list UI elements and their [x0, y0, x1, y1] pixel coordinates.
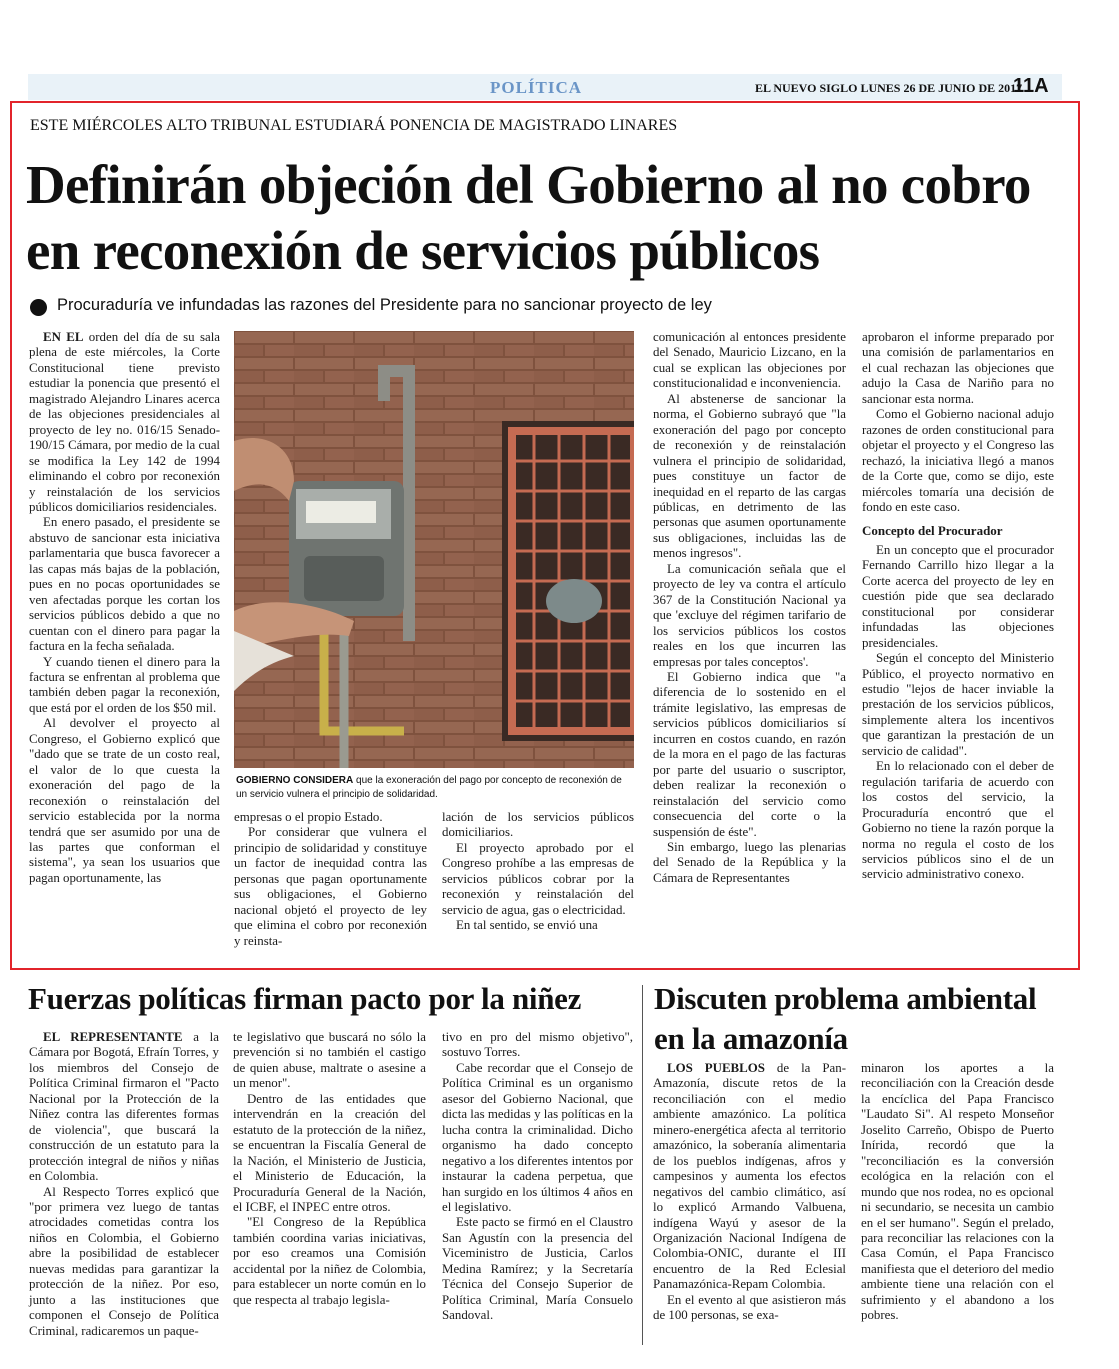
paragraph: empresas o el propio Estado.: [234, 810, 383, 824]
lead-in: EL REPRESENTANTE: [43, 1030, 183, 1044]
paragraph: "El Congreso de la República también coordina varias iniciativas, por eso creamos una Comisión accidental por la niñez de Colombia, para establecer un norte común en lo que respecta al trabajo legisla-: [233, 1215, 426, 1307]
article2-col-3: [442, 1030, 633, 1324]
page-number: 11A: [1013, 75, 1049, 97]
caption-text: que la exoneración del pago por concepto de reconexión de un servicio vulnera el principio de solidaridad.: [236, 775, 622, 800]
paragraph: Y cuando tienen el dinero para la factura se enfrentan al problema que también deben pagar la reconexión, que está por el orden de los $50 mil.: [29, 654, 220, 715]
bullet-icon: [30, 299, 47, 316]
main-col-1: [29, 330, 220, 886]
column-rule: [642, 985, 643, 1345]
photo-caption: [236, 774, 634, 802]
paragraph: orden del día de su sala plena de este miércoles, la Corte Constitucional tiene previsto estudiar la ponencia que presentó el magistrado Alejandro Linares acerca de las objeciones presidenciales al proyecto de ley no. 016/15 Senado- 190/15 Cámara, por medio de la cual se modifica la Ley 142 de 1994 eliminando el cobro por reconexión y reinstalación de los servicios públicos domiciliarios residenciales.: [29, 330, 221, 514]
paragraph: En el evento al que asistieron más de 100 personas, se exa-: [653, 1292, 846, 1323]
main-col-4: [862, 330, 1054, 883]
paragraph: Por considerar que vulnera el principio de solidaridad y constituye un factor de inequidad contra las personas que pagan oportunamente sus obligaciones, el Gobierno nacional objetó el proyecto de ley que elimina el cobro por reconexión y reinsta-: [234, 825, 427, 948]
section-label: POLÍTICA: [490, 78, 583, 97]
paragraph: Al devolver el proyecto al Congreso, el Gobierno explicó que "dado que se trate de un costo real, el valor de lo que cuesta la exoneración del pago de la reconexión o reinstalación del servicio establecida por la norma tendrá que ser asumido por una de las partes que conforman el sistema", ya sean los usuarios que pagan oportunamente, las: [29, 716, 220, 885]
article2-col-1: [29, 1030, 219, 1339]
paragraph: En tal sentido, se envió una: [456, 918, 598, 933]
paragraph: comunicación al entonces presidente del Senado, Mauricio Lizcano, en la cual se explican las objeciones por constitucionalidad e inconveniencia.: [653, 330, 846, 391]
paragraph: minaron los aportes a la reconciliación con la Creación desde la encíclica del Papa Francisco "Laudato Si". Al respeto Monseñor Joselito Carreño, Obispo de Puerto Inírida, recordó que la "reconciliación es la conversión ecológica en la relación con el mundo que nos rodea, no es opcional ni secundario, se necesita un cambio en el ser humano". Según el prelado, para reconciliar las relaciones con la Casa Común, el Papa Francisco manifiesta que el deterioro del medio ambiente tiene una relación con el sufrimiento y el abandono a los pobres.: [861, 1061, 1054, 1323]
paragraph: En lo relacionado con el deber de regulación tarifaria de acuerdo con los costos del servicio, la Procuraduría encontró que el Gobierno no tiene la razón porque la norma no regula el costo de los servicios públicos sino el de un servicio administrativo conexo.: [862, 759, 1054, 882]
paragraph: te legislativo que buscará no sólo la prevención si no también el castigo de quien abuse, maltrate o asesine a un menor".: [233, 1030, 426, 1091]
paragraph: En enero pasado, el presidente se abstuvo de sancionar esta iniciativa parlamentaria que busca favorecer a las capas más bajas de la población, pues en no pocas oportunidades se ven afectadas porque les cortan los servicios públicos debido a que no cuentan con el dinero para pagar la factura en la fecha señalada.: [29, 515, 220, 654]
paragraph: La comunicación señala que el proyecto de ley va contra el artículo 367 de la Constitución Nacional ya que 'excluye del régimen tarifario de los servicios públicos los costos reales en los que incurren las empresas por tales conceptos'.: [653, 561, 846, 669]
main-col-3: [653, 330, 846, 886]
paragraph: Sin embargo, luego las plenarias del Senado de la República y la Cámara de Representantes: [653, 839, 846, 885]
paragraph: lación de los servicios públicos domiciliarios.: [442, 810, 634, 840]
paragraph: Como el Gobierno nacional adujo razones de orden constitucional para objetar el proyecto y el Congreso las rechazó, la iniciativa llegó a manos de la Corte que, como se dijo, este miércoles tomaría una decisión de fondo en este caso.: [862, 407, 1054, 514]
paragraph: tivo en pro del mismo objetivo", sostuvo Torres.: [442, 1030, 633, 1060]
article3-col-1: [653, 1061, 846, 1324]
kicker: ESTE MIÉRCOLES ALTO TRIBUNAL ESTUDIARÁ PONENCIA DE MAGISTRADO LINARES: [30, 117, 678, 134]
article3-headline: Discuten problema ambiental en la amazonía: [654, 981, 1037, 1056]
main-headline: Definirán objeción del Gobierno al no cobro en reconexión de servicios públicos: [26, 154, 1031, 281]
paragraph: de la Pan-Amazonía, discute retos de la reconciliación con el medio ambiente amazónico. La política minero-energética afecta al territorio amazónico, la soberanía alimentaria de los pueblos indígenas, afros y campesinos y aumenta los efectos negativos del cambio climático, así lo explicó Armando Valbuena, indígena Wayú y asesor de la Organización Nacional Indígena de Colombia-ONIC, durante el III encuentro de la Red Eclesial Panamazónica-Repam Colombia.: [653, 1061, 846, 1292]
lead-in: EN EL: [43, 330, 84, 344]
caption-lead: GOBIERNO CONSIDERA: [236, 775, 354, 786]
section-heading: Concepto del Procurador: [862, 523, 1003, 539]
article2-headline: Fuerzas políticas firman pacto por la niñez: [28, 981, 582, 1016]
paragraph: Según el concepto del Ministerio Público, el proyecto normativo en estudio "lejos de hacer inviable la prestación de los servicios públicos, simplemente altera los incentivos que garantizan la prestación de un servicio de calidad".: [862, 651, 1054, 758]
article3-col-2: [861, 1061, 1054, 1324]
paragraph: Al abstenerse de sancionar la norma, el Gobierno subrayó que "la exoneración del pago por concepto de reconexión y de reinstalación vulnera el principio de solidaridad, pues constituye un factor de inequidad en el reparto de las cargas públicas, en detrimento de las personas que asumen oportunamente sus obligaciones, incluidas las de menos ingresos".: [653, 391, 846, 561]
paragraph: En un concepto que el procurador Fernando Carrillo hizo llegar a la Corte acerca del proyecto de ley en cuestión pide que sea declarado constitucional por considerar infundadas las objeciones presidenciales.: [862, 542, 1054, 650]
article2-col-2: [233, 1030, 426, 1308]
paper-date: EL NUEVO SIGLO LUNES 26 DE JUNIO DE 2017: [755, 81, 1023, 95]
lead-in: LOS PUEBLOS: [667, 1061, 765, 1075]
subheadline: Procuraduría ve infundadas las razones del Presidente para no sancionar proyecto de ley: [57, 296, 712, 314]
main-col-3-bottom: [442, 810, 634, 934]
paragraph: Dentro de las entidades que intervendrán en la creación del estatuto de la protección de la niñez, se encuentran la Fiscalía General de la Nación, el Ministerio de Justicia, el Ministerio de Educación, la Procuraduría General de la Nación, el ICBF, el INPEC entre otros.: [233, 1091, 426, 1214]
paragraph: a la Cámara por Bogotá, Efraín Torres, y los miembros del Consejo de Política Criminal firmaron el "Pacto Nacional por la Protección de la Niñez contra las diferentes formas de violencia", que buscará la construcción de un estatuto para la protección integral de niños y niñas en Colombia.: [29, 1030, 219, 1184]
paragraph: El Gobierno indica que "a diferencia de lo sostenido en el trámite legislativo, las empresas de servicios públicos domiciliarios sí incurren en costos cuando, en razón de la mora en el pago de las facturas por parte del usuario o suscriptor, deben realizar la reconexión o reinstalación del servicio como consecuencia del corte o la suspensión de éste".: [653, 669, 846, 839]
main-col-2: [234, 810, 427, 949]
paragraph: El proyecto aprobado por el Congreso prohíbe a las empresas de servicios públicos cobrar por la reconexión y reinstalación del servicio de agua, gas o electricidad.: [442, 840, 634, 917]
paragraph: Cabe recordar que el Consejo de Política Criminal es un organismo asesor del Gobierno Nacional, que dicta las medidas y las políticas en la lucha contra la criminalidad. Dicho organismo ha dado concepto negativo a los diferentes intentos por instaurar la cadena perpetua, que han surgido en los últimos 4 años en el legislativo.: [442, 1060, 633, 1214]
paragraph: Este pacto se firmó en el Claustro San Agustín con la presencia del Viceministro de Justicia, Carlos Medina Ramírez; y la Secretaría Técnica del Consejo Superior de Política Criminal, María Consuelo Sandoval.: [442, 1215, 633, 1323]
paragraph: aprobaron el informe preparado por una comisión de parlamentarios en el cual rechazan las objeciones que adujo la Casa de Nariño para no sancionar esta norma.: [862, 330, 1054, 406]
gas-meter-photo: [234, 331, 634, 768]
paragraph: Al Respecto Torres explicó que "por primera vez luego de tantas atrocidades cometidas contra los niños en Colombia, el Gobierno abre la posibilidad de establecer nuevas medidas para garantizar la protección de la niñez. Por eso, junto a las instituciones que componen el Consejo de Política Criminal, radicaremos un paque-: [29, 1184, 219, 1338]
